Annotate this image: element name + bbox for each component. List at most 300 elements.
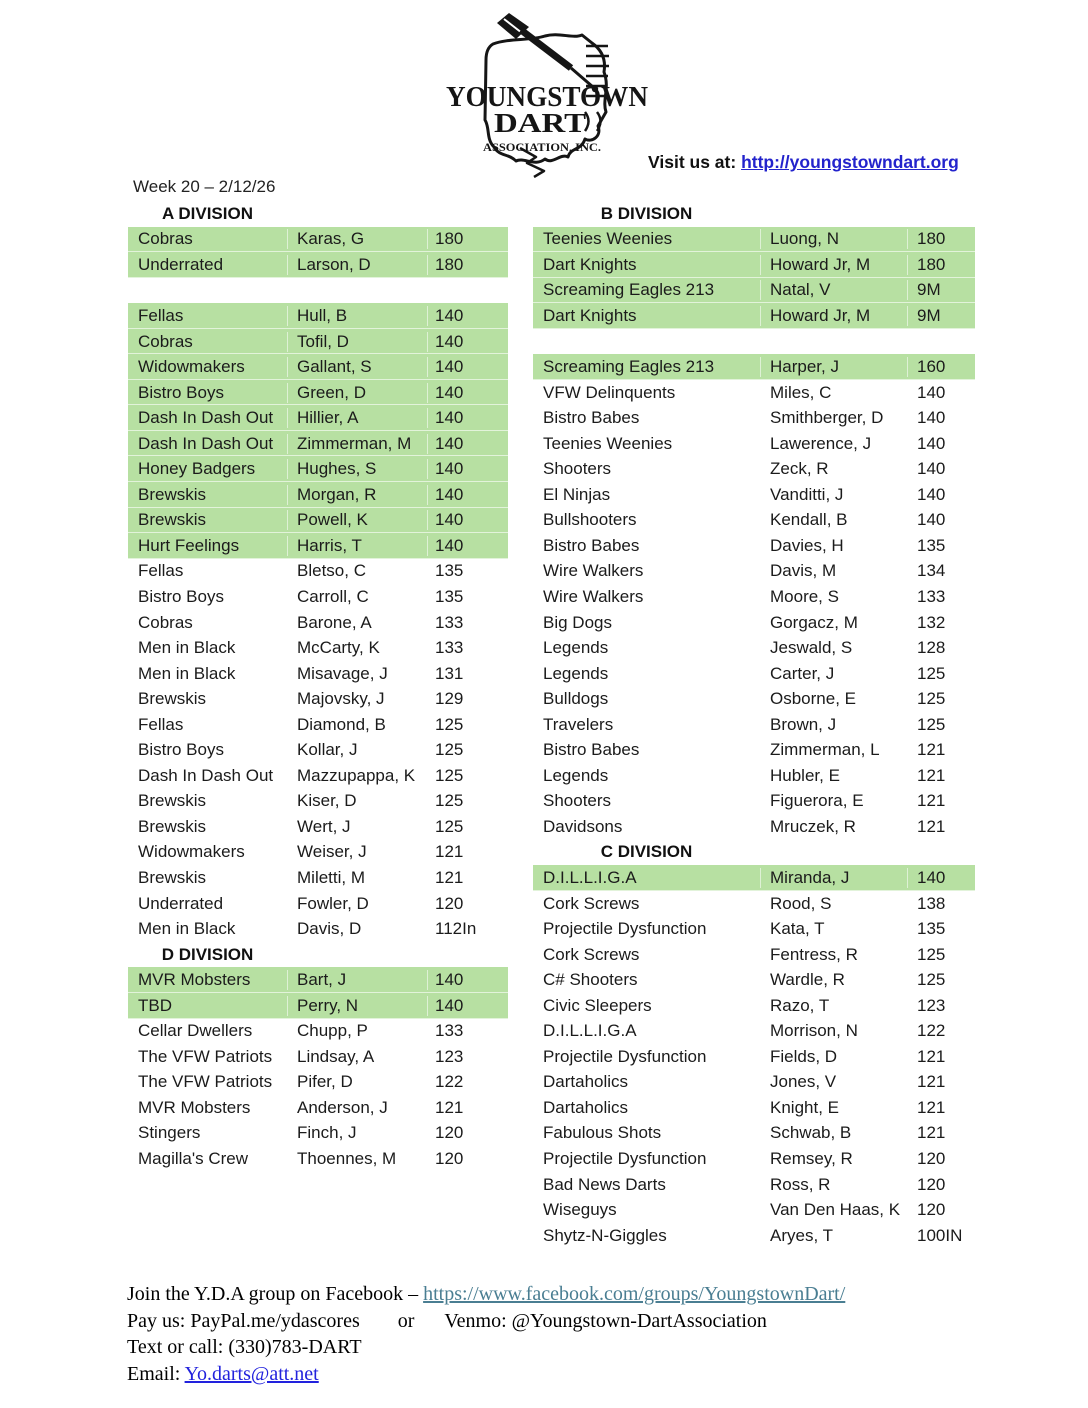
team-cell: Wire Walkers xyxy=(543,586,644,606)
player-cell: Pifer, D xyxy=(297,1072,353,1092)
table-row xyxy=(128,1121,508,1147)
table-row xyxy=(128,278,508,304)
score-cell: 121 xyxy=(435,842,464,862)
score-cell: 120 xyxy=(917,1174,946,1194)
table-row xyxy=(128,1044,508,1070)
table-row xyxy=(533,814,975,840)
team-cell: Legends xyxy=(543,765,609,785)
email-line xyxy=(127,1361,845,1388)
player-cell: Zeck, R xyxy=(770,459,829,479)
phone-line: Text or call: (330)783-DART xyxy=(127,1336,362,1358)
score-cell: 140 xyxy=(427,408,508,428)
table-row xyxy=(533,891,975,917)
score-cell: 112In xyxy=(435,919,477,939)
player-cell: Kollar, J xyxy=(297,740,358,760)
score-cell: 135 xyxy=(435,586,464,606)
score-cell: 133 xyxy=(435,1021,464,1041)
team-cell: Men in Black xyxy=(138,663,236,683)
score-cell: 140 xyxy=(427,306,508,326)
team-cell: Men in Black xyxy=(138,919,236,939)
score-cell: 131 xyxy=(435,663,464,683)
score-cell: 140 xyxy=(427,510,508,530)
table-row xyxy=(128,533,508,559)
team-cell: Dartaholics xyxy=(543,1097,629,1117)
score-cell: 121 xyxy=(917,791,946,811)
score-cell: 140 xyxy=(427,485,508,505)
team-cell: Shooters xyxy=(543,459,612,479)
score-cell: 121 xyxy=(917,740,946,760)
score-cell: 123 xyxy=(435,1046,464,1066)
facebook-line xyxy=(127,1281,845,1308)
score-cell: 125 xyxy=(435,765,464,785)
player-cell: Bletso, C xyxy=(297,561,366,581)
score-cell: 100IN xyxy=(917,1225,963,1245)
player-cell: Carroll, C xyxy=(297,586,369,606)
table-row xyxy=(533,840,975,866)
team-cell: Brewskis xyxy=(138,816,207,836)
score-cell: 121 xyxy=(917,1097,946,1117)
team-cell: The VFW Patriots xyxy=(138,1046,273,1066)
score-cell: 140 xyxy=(427,383,508,403)
team-cell: Bulldogs xyxy=(543,689,609,709)
player-cell: Miles, C xyxy=(770,382,832,402)
week-label: Week 20 – 2/12/26 xyxy=(133,177,276,196)
player-cell: Bart, J xyxy=(287,970,427,990)
table-row xyxy=(128,303,508,329)
score-cell: 140 xyxy=(427,459,508,479)
score-cell: 125 xyxy=(917,663,946,683)
table-row xyxy=(533,354,975,380)
table-row xyxy=(128,252,508,278)
score-cell: 125 xyxy=(917,689,946,709)
score-cell: 140 xyxy=(427,357,508,377)
score-cell: 140 xyxy=(917,382,946,402)
score-cell: 134 xyxy=(917,561,946,581)
table-row xyxy=(533,916,975,942)
team-cell: Brewskis xyxy=(138,867,207,887)
logo-line1: YOUNGSTOWN xyxy=(446,81,649,113)
table-row xyxy=(533,635,975,661)
table-row xyxy=(533,865,975,891)
score-cell: 125 xyxy=(917,944,946,964)
score-cell: 133 xyxy=(435,612,464,632)
team-cell: Cobras xyxy=(138,229,193,249)
table-row xyxy=(128,610,508,636)
team-cell: Underrated xyxy=(138,254,224,274)
score-cell: 122 xyxy=(435,1072,464,1092)
player-cell: Gallant, S xyxy=(287,357,427,377)
player-cell: Barone, A xyxy=(297,612,372,632)
score-cell: 120 xyxy=(917,1200,946,1220)
team-cell: Cobras xyxy=(138,612,193,632)
team-cell: Bistro Boys xyxy=(138,586,224,606)
team-cell: Bistro Babes xyxy=(543,740,640,760)
team-cell: Underrated xyxy=(138,893,224,913)
player-cell: Green, D xyxy=(287,383,427,403)
table-row xyxy=(533,1223,975,1249)
table-row xyxy=(128,763,508,789)
player-cell: Lawerence, J xyxy=(770,433,872,453)
table-row xyxy=(533,227,975,253)
team-cell: Teenies Weenies xyxy=(543,229,673,249)
team-cell: The VFW Patriots xyxy=(138,1072,273,1092)
table-row xyxy=(128,1095,508,1121)
player-cell: Howard Jr, M xyxy=(760,255,907,275)
table-row xyxy=(533,584,975,610)
score-cell: 9M xyxy=(907,306,975,326)
team-cell: Shooters xyxy=(543,791,612,811)
table-row xyxy=(533,431,975,457)
logo-line2: DART xyxy=(494,108,586,138)
team-cell: Cork Screws xyxy=(543,944,640,964)
player-cell: Zimmerman, L xyxy=(770,740,880,760)
or-label: or xyxy=(397,1309,415,1332)
table-row xyxy=(128,508,508,534)
visit-link[interactable]: http://youngstowndart.org xyxy=(741,152,959,172)
table-row xyxy=(533,993,975,1019)
player-cell: Figuerora, E xyxy=(770,791,864,811)
score-cell: 140 xyxy=(427,996,508,1016)
team-cell: VFW Delinquents xyxy=(543,382,676,402)
table-row xyxy=(533,482,975,508)
player-cell: Thoennes, M xyxy=(297,1149,397,1168)
team-cell: Civic Sleepers xyxy=(543,995,652,1015)
player-cell: Diamond, B xyxy=(297,714,386,734)
score-cell: 132 xyxy=(917,612,946,632)
player-cell: Rood, S xyxy=(770,893,832,913)
table-row xyxy=(128,559,508,585)
score-cell: 133 xyxy=(435,638,464,658)
player-cell: Davies, H xyxy=(770,535,844,555)
team-cell: Projectile Dysfunction xyxy=(543,1046,707,1066)
visit-line xyxy=(648,152,959,173)
team-cell: Bistro Boys xyxy=(138,740,224,760)
player-cell: McCarty, K xyxy=(297,638,380,658)
player-cell: Fields, D xyxy=(770,1046,838,1066)
table-row xyxy=(128,993,508,1019)
player-cell: Smithberger, D xyxy=(770,408,884,428)
score-cell: 125 xyxy=(435,740,464,760)
player-cell: Miletti, M xyxy=(297,867,365,887)
logo-line3: ASSOCIATION, INC. xyxy=(483,140,601,154)
team-cell: Fabulous Shots xyxy=(543,1123,662,1143)
score-cell: 135 xyxy=(435,561,464,581)
score-cell: 121 xyxy=(435,1097,464,1117)
player-cell: Davis, M xyxy=(770,561,837,581)
team-cell: Bistro Boys xyxy=(138,382,224,402)
score-cell: 9M xyxy=(907,280,975,300)
player-cell: Wardle, R xyxy=(770,970,845,990)
score-cell: 135 xyxy=(917,919,946,939)
team-cell: MVR Mobsters xyxy=(138,970,251,990)
table-row xyxy=(128,891,508,917)
table-row xyxy=(128,405,508,431)
player-cell: Natal, V xyxy=(760,280,907,300)
team-cell: Brewskis xyxy=(138,791,207,811)
table-row xyxy=(533,1121,975,1147)
score-cell: 120 xyxy=(435,1123,464,1143)
team-cell: Travelers xyxy=(543,714,614,734)
team-cell: Wiseguys xyxy=(543,1200,617,1220)
table-row xyxy=(533,1095,975,1121)
yda-logo-icon xyxy=(425,8,670,178)
table-row xyxy=(533,610,975,636)
table-row xyxy=(128,840,508,866)
score-cell: 140 xyxy=(427,434,508,454)
table-row xyxy=(533,456,975,482)
player-cell: Wert, J xyxy=(297,816,351,836)
table-row xyxy=(533,661,975,687)
email-label: Email: xyxy=(127,1362,185,1385)
table-row xyxy=(533,1044,975,1070)
score-cell: 121 xyxy=(917,1046,946,1066)
player-cell: Tofil, D xyxy=(287,332,427,352)
player-cell: Osborne, E xyxy=(770,689,856,709)
score-cell: 180 xyxy=(907,255,975,275)
email-link[interactable]: Yo.darts@att.net xyxy=(184,1362,319,1385)
player-cell: Aryes, T xyxy=(770,1225,833,1245)
table-row xyxy=(533,380,975,406)
team-cell: Fellas xyxy=(138,714,184,734)
team-cell: Screaming Eagles 213 xyxy=(543,280,715,300)
table-row xyxy=(128,1019,508,1045)
player-cell: Hughes, S xyxy=(287,459,427,479)
team-cell: Bad News Darts xyxy=(543,1174,666,1194)
player-cell: Harper, J xyxy=(760,357,907,377)
player-cell: Brown, J xyxy=(770,714,837,734)
team-cell: Legends xyxy=(543,663,609,683)
player-cell: Vanditti, J xyxy=(770,484,844,504)
team-cell: C# Shooters xyxy=(543,970,638,990)
score-cell: 120 xyxy=(917,1149,946,1168)
score-cell: 160 xyxy=(907,357,975,377)
facebook-link[interactable]: https://www.facebook.com/groups/YoungstownDart/ xyxy=(423,1283,846,1305)
player-cell: Fowler, D xyxy=(297,893,369,913)
score-cell: 140 xyxy=(427,332,508,352)
player-cell: Powell, K xyxy=(287,510,427,530)
team-cell: Fellas xyxy=(138,561,184,581)
table-row xyxy=(128,789,508,815)
team-cell: D.I.L.L.I.G.A xyxy=(543,867,637,887)
table-row xyxy=(533,1019,975,1045)
player-cell: Weiser, J xyxy=(297,842,367,862)
team-cell: Dart Knights xyxy=(543,305,637,325)
player-cell: Miranda, J xyxy=(760,868,907,888)
player-cell: Majovsky, J xyxy=(297,689,385,709)
division-table-left xyxy=(128,201,508,1172)
table-row xyxy=(533,1070,975,1096)
team-cell: Big Dogs xyxy=(543,612,612,632)
team-cell: Bistro Babes xyxy=(543,408,640,428)
score-cell: 123 xyxy=(917,995,946,1015)
table-row xyxy=(533,967,975,993)
score-cell: 120 xyxy=(435,1149,464,1168)
player-cell: Morrison, N xyxy=(770,1021,858,1041)
player-cell: Remsey, R xyxy=(770,1149,853,1168)
team-cell: Cobras xyxy=(138,331,193,351)
table-row xyxy=(533,1197,975,1223)
division-table-right xyxy=(533,201,975,1248)
player-cell: Harris, T xyxy=(287,536,427,556)
player-cell: Morgan, R xyxy=(287,485,427,505)
team-cell: D.I.L.L.I.G.A xyxy=(543,1021,637,1041)
player-cell: Schwab, B xyxy=(770,1123,852,1143)
player-cell: Howard Jr, M xyxy=(760,306,907,326)
division-heading: B DIVISION xyxy=(600,203,693,223)
table-row xyxy=(533,329,975,355)
player-cell: Lindsay, A xyxy=(297,1046,375,1066)
team-cell: Dart Knights xyxy=(543,254,637,274)
player-cell: Jeswald, S xyxy=(770,638,853,658)
score-cell: 121 xyxy=(917,816,946,836)
team-cell: Fellas xyxy=(138,305,184,325)
score-cell: 125 xyxy=(435,791,464,811)
team-cell: El Ninjas xyxy=(543,484,611,504)
payment-line xyxy=(127,1308,845,1335)
team-cell: Legends xyxy=(543,638,609,658)
score-cell: 140 xyxy=(907,868,975,888)
team-cell: Hurt Feelings xyxy=(138,535,240,555)
team-cell: Men in Black xyxy=(138,638,236,658)
table-row xyxy=(533,1146,975,1172)
team-cell: Cork Screws xyxy=(543,893,640,913)
player-cell: Perry, N xyxy=(287,996,427,1016)
player-cell: Finch, J xyxy=(297,1123,357,1143)
player-cell: Moore, S xyxy=(770,586,839,606)
table-row xyxy=(128,482,508,508)
player-cell: Van Den Haas, K xyxy=(770,1200,901,1220)
player-cell: Mruczek, R xyxy=(770,816,856,836)
score-cell: 180 xyxy=(427,255,508,275)
table-row xyxy=(128,201,508,227)
division-heading: D DIVISION xyxy=(161,944,254,964)
table-row xyxy=(128,737,508,763)
paypal-label: Pay us: PayPal.me/ydascores xyxy=(127,1309,360,1332)
team-cell: MVR Mobsters xyxy=(138,1097,251,1117)
player-cell: Luong, N xyxy=(760,229,907,249)
table-row xyxy=(128,431,508,457)
score-cell: 140 xyxy=(917,484,946,504)
team-cell: Projectile Dysfunction xyxy=(543,1149,707,1168)
division-heading: C DIVISION xyxy=(600,842,693,862)
facebook-prefix: Join the Y.D.A group on Facebook – xyxy=(127,1283,424,1305)
score-cell: 125 xyxy=(435,714,464,734)
player-cell: Chupp, P xyxy=(297,1021,368,1041)
score-cell: 135 xyxy=(917,535,946,555)
team-cell: Wire Walkers xyxy=(543,561,644,581)
player-cell: Ross, R xyxy=(770,1174,831,1194)
table-row xyxy=(533,1172,975,1198)
table-row xyxy=(533,737,975,763)
team-cell: Bullshooters xyxy=(543,510,637,530)
team-cell: Dash In Dash Out xyxy=(138,408,274,428)
table-row xyxy=(128,712,508,738)
score-cell: 140 xyxy=(917,459,946,479)
team-cell: Stingers xyxy=(138,1123,201,1143)
player-cell: Larson, D xyxy=(287,255,427,275)
table-row xyxy=(533,508,975,534)
footer xyxy=(127,1281,845,1387)
visit-label: Visit us at: xyxy=(648,152,737,172)
team-cell: Projectile Dysfunction xyxy=(543,919,707,939)
table-row xyxy=(128,329,508,355)
team-cell: Brewskis xyxy=(138,689,207,709)
player-cell: Fentress, R xyxy=(770,944,858,964)
table-row xyxy=(128,584,508,610)
player-cell: Jones, V xyxy=(770,1072,837,1092)
player-cell: Gorgacz, M xyxy=(770,612,858,632)
table-row xyxy=(128,635,508,661)
score-cell: 140 xyxy=(427,970,508,990)
table-row xyxy=(533,278,975,304)
player-cell: Hubler, E xyxy=(770,765,840,785)
table-row xyxy=(128,227,508,253)
team-cell: Bistro Babes xyxy=(543,535,640,555)
score-cell: 140 xyxy=(917,433,946,453)
table-row xyxy=(533,533,975,559)
team-cell: Dash In Dash Out xyxy=(138,765,274,785)
division-heading: A DIVISION xyxy=(162,203,253,223)
table-row xyxy=(128,686,508,712)
score-cell: 122 xyxy=(917,1021,946,1041)
score-cell: 121 xyxy=(917,1072,946,1092)
player-cell: Knight, E xyxy=(770,1097,839,1117)
team-cell: Dartaholics xyxy=(543,1072,629,1092)
score-cell: 128 xyxy=(917,638,946,658)
player-cell: Anderson, J xyxy=(297,1097,388,1117)
score-cell: 125 xyxy=(435,816,464,836)
score-cell: 138 xyxy=(917,893,946,913)
table-row xyxy=(128,1070,508,1096)
table-row xyxy=(128,354,508,380)
table-row xyxy=(533,303,975,329)
player-cell: Davis, D xyxy=(297,919,362,939)
table-row xyxy=(533,405,975,431)
team-cell: Magilla's Crew xyxy=(138,1149,248,1168)
score-cell: 140 xyxy=(427,536,508,556)
team-cell: TBD xyxy=(138,995,172,1015)
team-cell: Cellar Dwellers xyxy=(138,1021,253,1041)
score-cell: 125 xyxy=(917,970,946,990)
score-cell: 125 xyxy=(917,714,946,734)
score-cell: 140 xyxy=(917,408,946,428)
player-cell: Hull, B xyxy=(287,306,427,326)
table-row xyxy=(128,456,508,482)
player-cell: Kiser, D xyxy=(297,791,357,811)
team-cell: Davidsons xyxy=(543,816,623,836)
table-row xyxy=(128,916,508,942)
score-cell: 121 xyxy=(917,765,946,785)
team-cell: Widowmakers xyxy=(138,842,245,862)
team-cell: Screaming Eagles 213 xyxy=(543,357,715,377)
player-cell: Kata, T xyxy=(770,919,825,939)
table-row xyxy=(533,686,975,712)
table-row xyxy=(128,814,508,840)
score-cell: 121 xyxy=(435,867,464,887)
table-row xyxy=(128,942,508,968)
score-cell: 121 xyxy=(917,1123,946,1143)
table-row xyxy=(128,380,508,406)
table-row xyxy=(533,763,975,789)
player-cell: Misavage, J xyxy=(297,663,388,683)
player-cell: Zimmerman, M xyxy=(287,434,427,454)
team-cell: Dash In Dash Out xyxy=(138,433,274,453)
team-cell: Widowmakers xyxy=(138,357,245,377)
player-cell: Kendall, B xyxy=(770,510,848,530)
player-cell: Hillier, A xyxy=(287,408,427,428)
table-row xyxy=(128,967,508,993)
player-cell: Karas, G xyxy=(287,229,427,249)
